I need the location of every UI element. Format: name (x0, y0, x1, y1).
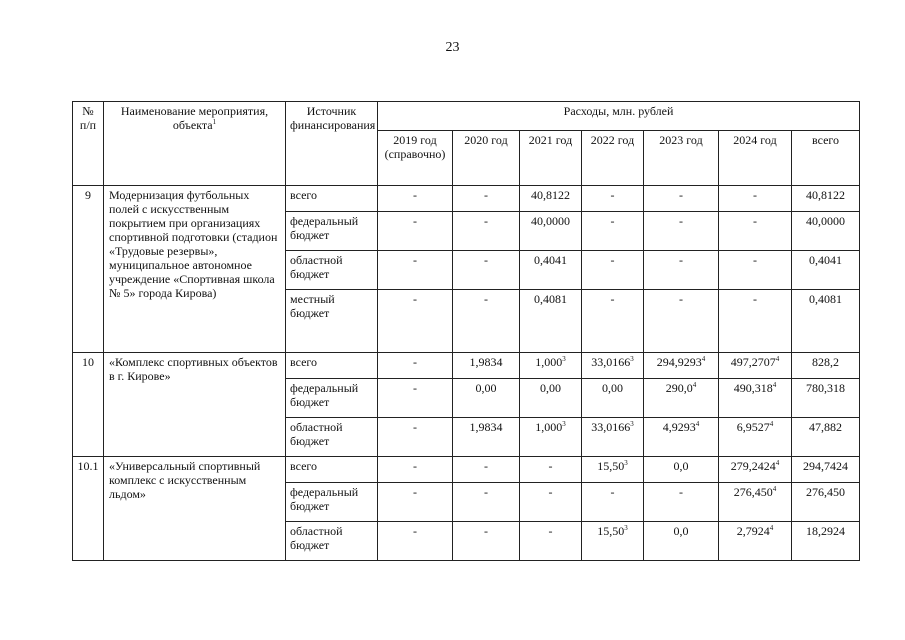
amount-cell: 0,0 (644, 522, 719, 561)
total-cell: 0,4081 (792, 290, 860, 353)
amount-cell: - (582, 251, 644, 290)
amount-cell: - (378, 353, 453, 379)
amount-cell: - (719, 290, 792, 353)
event-name: Модернизация футбольных полей с искусственным покрытием при организациях спортивной подготовки (стадион «Трудовые резервы», муниципальное автономное учреждение «Спортивная школа № 5» города Кирова) (104, 186, 286, 353)
amount-cell: 0,4041 (520, 251, 582, 290)
amount-cell: 294,9293$^4$ (644, 353, 719, 379)
funding-source: местный бюджет (286, 290, 378, 353)
row-number: 9 (73, 186, 104, 353)
total-cell: 40,0000 (792, 212, 860, 251)
amount-cell: - (378, 418, 453, 457)
amount-cell: - (520, 457, 582, 483)
amount-cell: 0,00 (453, 379, 520, 418)
funding-source: всего (286, 186, 378, 212)
amount-cell: - (453, 457, 520, 483)
amount-cell: 1,000$^3$ (520, 353, 582, 379)
amount-cell: - (582, 483, 644, 522)
amount-cell: - (644, 251, 719, 290)
event-name: «Универсальный спортивный комплекс с искусственным льдом» (104, 457, 286, 561)
amount-cell: 33,0166$^3$ (582, 418, 644, 457)
event-name: «Комплекс спортивных объектов в г. Кирове» (104, 353, 286, 457)
amount-cell: 15,50$^3$ (582, 522, 644, 561)
total-cell: 40,8122 (792, 186, 860, 212)
header-year: 2023 год (644, 131, 719, 186)
header-year: 2024 год (719, 131, 792, 186)
amount-cell: - (644, 290, 719, 353)
amount-cell: 1,9834 (453, 353, 520, 379)
amount-cell: 33,0166$^3$ (582, 353, 644, 379)
amount-cell: 0,00 (582, 379, 644, 418)
header-expenses: Расходы, млн. рублей (378, 102, 860, 131)
header-year: 2019 год (справочно) (378, 131, 453, 186)
amount-cell: 15,50$^3$ (582, 457, 644, 483)
amount-cell: - (719, 186, 792, 212)
header-name: Наименование мероприятия, объекта$^1$ (104, 102, 286, 186)
amount-cell: 40,0000 (520, 212, 582, 251)
amount-cell: - (453, 251, 520, 290)
total-cell: 828,2 (792, 353, 860, 379)
amount-cell: 1,000$^3$ (520, 418, 582, 457)
amount-cell: - (378, 290, 453, 353)
amount-cell: - (378, 457, 453, 483)
amount-cell: - (453, 212, 520, 251)
funding-source: федеральный бюджет (286, 212, 378, 251)
amount-cell: - (582, 186, 644, 212)
header-num: № п/п (73, 102, 104, 186)
amount-cell: - (453, 522, 520, 561)
amount-cell: 1,9834 (453, 418, 520, 457)
amount-cell: - (453, 483, 520, 522)
amount-cell: - (378, 212, 453, 251)
total-cell: 294,7424 (792, 457, 860, 483)
amount-cell: - (719, 251, 792, 290)
total-cell: 0,4041 (792, 251, 860, 290)
header-year: 2022 год (582, 131, 644, 186)
amount-cell: - (644, 186, 719, 212)
amount-cell: - (453, 290, 520, 353)
amount-cell: - (378, 379, 453, 418)
header-source: Источник финансирования (286, 102, 378, 186)
header-year: 2021 год (520, 131, 582, 186)
amount-cell: 0,0 (644, 457, 719, 483)
amount-cell: 290,0$^4$ (644, 379, 719, 418)
funding-source: федеральный бюджет (286, 483, 378, 522)
amount-cell: 279,2424$^4$ (719, 457, 792, 483)
amount-cell: 490,318$^4$ (719, 379, 792, 418)
amount-cell: - (644, 483, 719, 522)
total-cell: 18,2924 (792, 522, 860, 561)
table-row (73, 186, 860, 212)
amount-cell: - (378, 483, 453, 522)
amount-cell: - (520, 483, 582, 522)
table-body (73, 186, 860, 561)
funding-source: областной бюджет (286, 418, 378, 457)
total-cell: 276,450 (792, 483, 860, 522)
header-row (73, 102, 860, 131)
amount-cell: - (453, 186, 520, 212)
amount-cell: - (378, 251, 453, 290)
amount-cell: - (719, 212, 792, 251)
expenses-table (72, 101, 860, 561)
funding-source: областной бюджет (286, 522, 378, 561)
amount-cell: - (644, 212, 719, 251)
amount-cell: 0,00 (520, 379, 582, 418)
amount-cell: 497,2707$^4$ (719, 353, 792, 379)
amount-cell: 6,9527$^4$ (719, 418, 792, 457)
total-cell: 47,882 (792, 418, 860, 457)
amount-cell: 276,450$^4$ (719, 483, 792, 522)
page-number: 23 (445, 40, 460, 55)
amount-cell: 4,9293$^4$ (644, 418, 719, 457)
amount-cell: - (378, 186, 453, 212)
total-cell: 780,318 (792, 379, 860, 418)
table-row (73, 353, 860, 379)
amount-cell: 0,4081 (520, 290, 582, 353)
amount-cell: - (582, 212, 644, 251)
row-number: 10 (73, 353, 104, 457)
amount-cell: 40,8122 (520, 186, 582, 212)
header-year: 2020 год (453, 131, 520, 186)
funding-source: всего (286, 457, 378, 483)
amount-cell: 2,7924$^4$ (719, 522, 792, 561)
table-row (73, 457, 860, 483)
amount-cell: - (378, 522, 453, 561)
funding-source: областной бюджет (286, 251, 378, 290)
amount-cell: - (582, 290, 644, 353)
amount-cell: - (520, 522, 582, 561)
funding-source: федеральный бюджет (286, 379, 378, 418)
funding-source: всего (286, 353, 378, 379)
header-total: всего (792, 131, 860, 186)
row-number: 10.1 (73, 457, 104, 561)
